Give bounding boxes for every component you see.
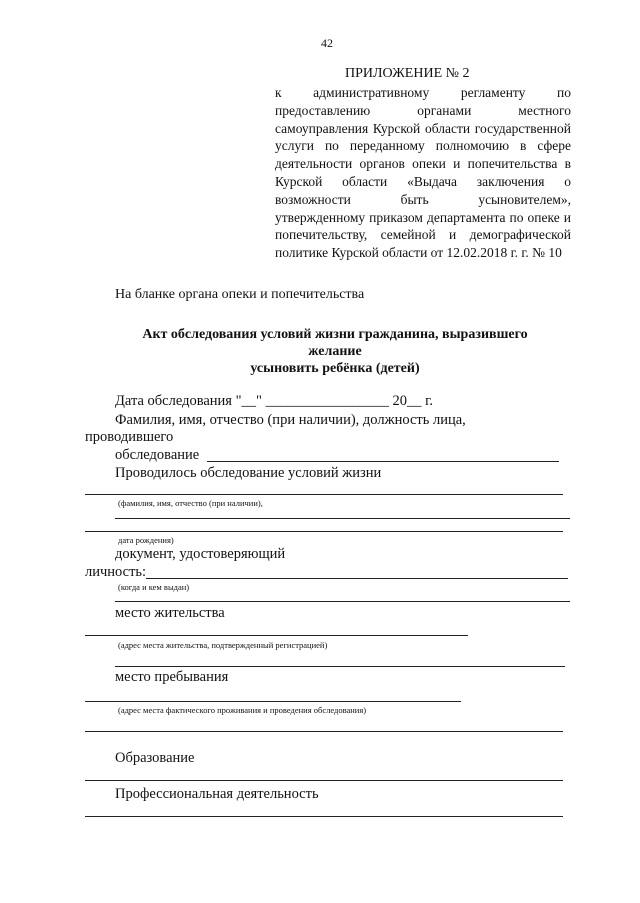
caption-stay: (адрес места фактического проживания и проведения обследования) [118,705,367,715]
document-field-line[interactable] [146,578,568,579]
document-field-line-2[interactable] [115,601,570,602]
caption-fio: (фамилия, имя, отчество (при наличии), [118,498,263,508]
profession-label: Профессиональная деятельность [115,786,319,802]
caption-issued: (когда и кем выдан) [118,582,190,592]
appendix-text: к административному регламенту по предоставлению органами местного самоуправления Курской области государственной услуги по переданному полномочию в сфере деятельности органов опеки и попечительства в Курской области «Выдача заключения о возможности быть усыновителем», утвержденному приказом департамента по опеке и попечительству, семейной и демографической политике Курской области от 12.02.2018 г. г. № 10 [275,85,571,261]
act-title-line-2: желание [308,344,362,359]
caption-birthdate: дата рождения) [118,535,174,545]
inspector-label-line-3: обследование [115,447,200,463]
profession-field-line[interactable] [85,816,563,817]
education-field-line[interactable] [85,780,563,781]
subject-name-line[interactable] [85,494,563,495]
residence-field-line-2[interactable] [115,666,565,667]
inspector-field-line[interactable] [207,461,559,462]
document-label-line-1: документ, удостоверяющий [115,546,286,562]
residence-label: место жительства [115,605,225,621]
caption-residence: (адрес места жительства, подтвержденный регистрацией) [118,640,328,650]
act-title-line-1: Акт обследования условий жизни гражданина, выразившего [142,327,528,342]
act-title-line-3: усыновить ребёнка (детей) [250,361,420,376]
act-title [100,326,570,377]
stay-label: место пребывания [115,669,229,685]
residence-field-line[interactable] [85,635,468,636]
appendix-title: ПРИЛОЖЕНИЕ № 2 [345,66,470,81]
inspector-label-line-1: Фамилия, имя, отчество (при наличии), должность лица, [115,412,466,428]
stay-field-line-2[interactable] [85,731,563,732]
page-number: 42 [321,36,333,50]
subject-birthdate-line[interactable] [85,531,563,532]
education-label: Образование [115,750,195,766]
stay-field-line[interactable] [85,701,461,702]
subject-name-line-2[interactable] [115,518,570,519]
inspector-label-line-2: проводившего [85,429,174,445]
document-label-line-2: личность: [85,564,147,580]
survey-label: Проводилось обследование условий жизни [115,465,382,481]
date-field-label: Дата обследования "__" _________________ 20__ г. [115,393,434,409]
letterhead-note: На бланке органа опеки и попечительства [115,287,365,302]
